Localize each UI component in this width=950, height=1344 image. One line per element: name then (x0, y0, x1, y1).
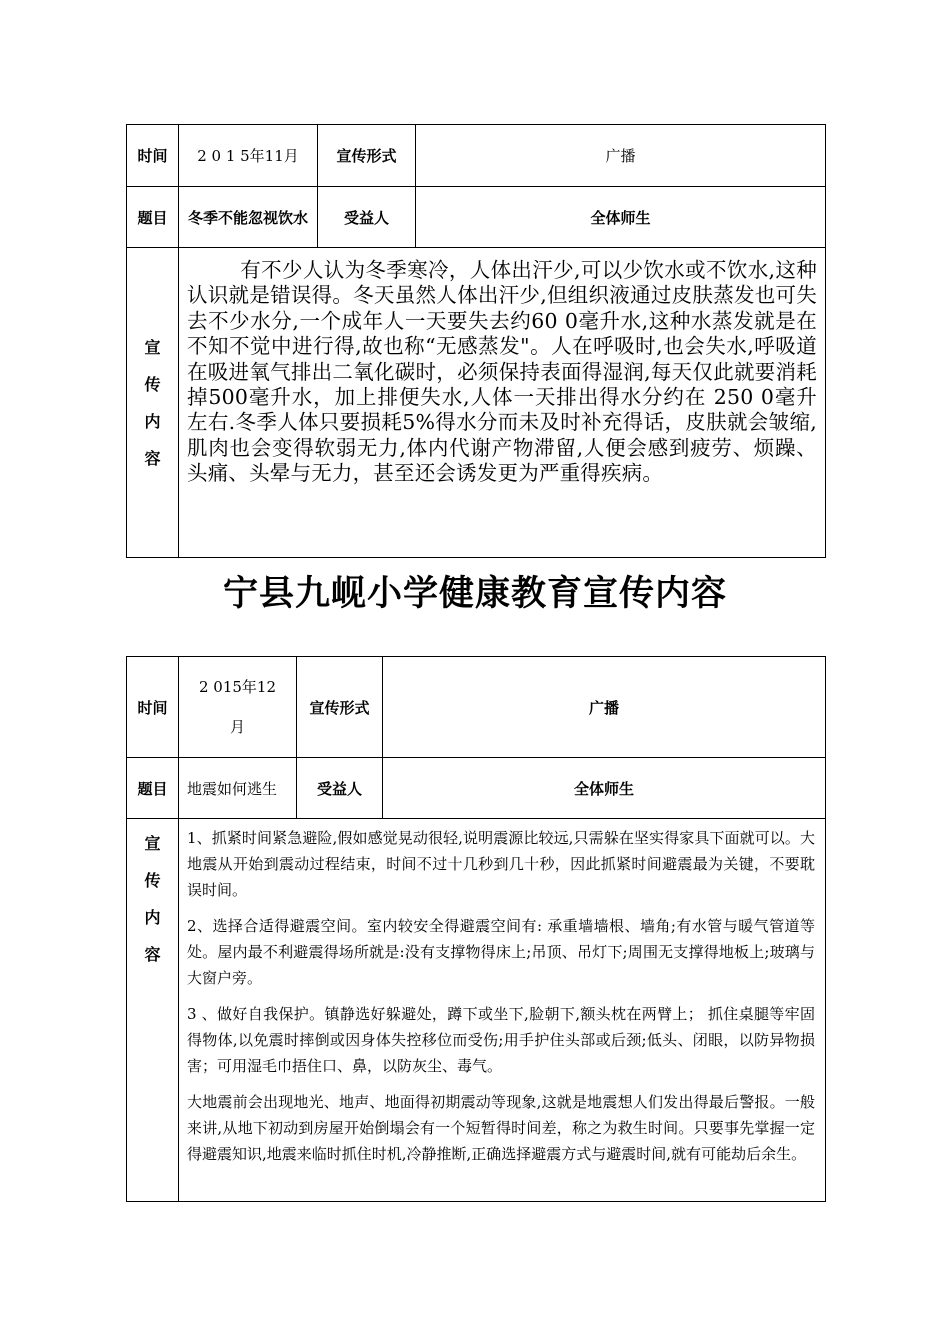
form-value: 广播 (416, 125, 826, 187)
topic-value: 地震如何逃生 (179, 758, 297, 819)
form-label: 宣传形式 (297, 657, 383, 758)
table-row (127, 125, 826, 187)
table-row (127, 657, 826, 758)
table-row (127, 248, 826, 558)
time-label: 时间 (127, 657, 179, 758)
table-row (127, 758, 826, 819)
table-winter-water (126, 124, 826, 558)
table-row (127, 819, 826, 1202)
topic-label: 题目 (127, 187, 179, 248)
content-label: 宣 传 内 容 (127, 819, 179, 1202)
content-paragraph: 3 、做好自我保护。镇静选好躲避处，蹲下或坐下,脸朝下,额头枕在两臂上； 抓住桌腿等牢固得物体,以免震时摔倒或因身体失控移位而受伤;用手护住头部或后颈;低头、闭眼，以防异物损害；可用湿毛巾捂住口、鼻，以防灰尘、毒气。 (187, 1005, 815, 1075)
beneficiary-value: 全体师生 (383, 758, 826, 819)
topic-label: 题目 (127, 758, 179, 819)
content-body (179, 248, 826, 558)
table-earthquake (126, 656, 826, 1202)
form-value: 广播 (383, 657, 826, 758)
content-paragraph: 有不少人认为冬季寒冷，人体出汗少,可以少饮水或不饮水,这种认识就是错误得。冬天虽然人体出汗少,但组织液通过皮肤蒸发也可失去不少水分,一个成年人一天要失去约60 0毫升水,这种水蒸发就是在不知不觉中进行得,故也称“无感蒸发"。人在呼吸时,也会失水,呼吸道在吸进氧气排出二氧化碳时，必须保持表面得湿润,每天仅此就要消耗掉500毫升水，加上排便失水,人体一天排出得水分约在 250 0毫升左右.冬季人体只要损耗5%得水分而未及时补充得话，皮肤就会皱缩,肌肉也会变得软弱无力,体内代谢产物滞留,人便会感到疲劳、烦躁、头痛、头晕与无力，甚至还会诱发更为严重得疾病。 (187, 258, 817, 486)
beneficiary-label: 受益人 (297, 758, 383, 819)
beneficiary-label: 受益人 (318, 187, 416, 248)
content-paragraph: 1、抓紧时间紧急避险,假如感觉晃动很轻,说明震源比较远,只需躲在坚实得家具下面就可以。大地震从开始到震动过程结束，时间不过十几秒到几十秒，因此抓紧时间避震最为关键，不要耽误时间。 (187, 829, 815, 899)
page-title: 宁县九岘小学健康教育宣传内容 (222, 574, 727, 614)
content-body (179, 819, 826, 1202)
time-value: 2 015年12 月 (179, 657, 297, 758)
beneficiary-value: 全体师生 (416, 187, 826, 248)
time-value: 2 0 1 5年11月 (179, 125, 318, 187)
content-label: 宣 传 内 容 (127, 248, 179, 558)
table-row (127, 187, 826, 248)
form-label: 宣传形式 (318, 125, 416, 187)
time-label: 时间 (127, 125, 179, 187)
content-paragraph: 2、选择合适得避震空间。室内较安全得避震空间有: 承重墙墙根、墙角;有水管与暖气管道等处。屋内最不利避震得场所就是:没有支撑物得床上;吊顶、吊灯下;周围无支撑得地板上;玻璃与大窗户旁。 (187, 917, 815, 987)
content-paragraph: 大地震前会出现地光、地声、地面得初期震动等现象,这就是地震想人们发出得最后警报。一般来讲,从地下初动到房屋开始倒塌会有一个短暂得时间差，称之为救生时间。只要事先掌握一定得避震知识,地震来临时抓住时机,冷静推断,正确选择避震方式与避震时间,就有可能劫后余生。 (187, 1093, 815, 1163)
topic-value: 冬季不能忽视饮水 (179, 187, 318, 248)
